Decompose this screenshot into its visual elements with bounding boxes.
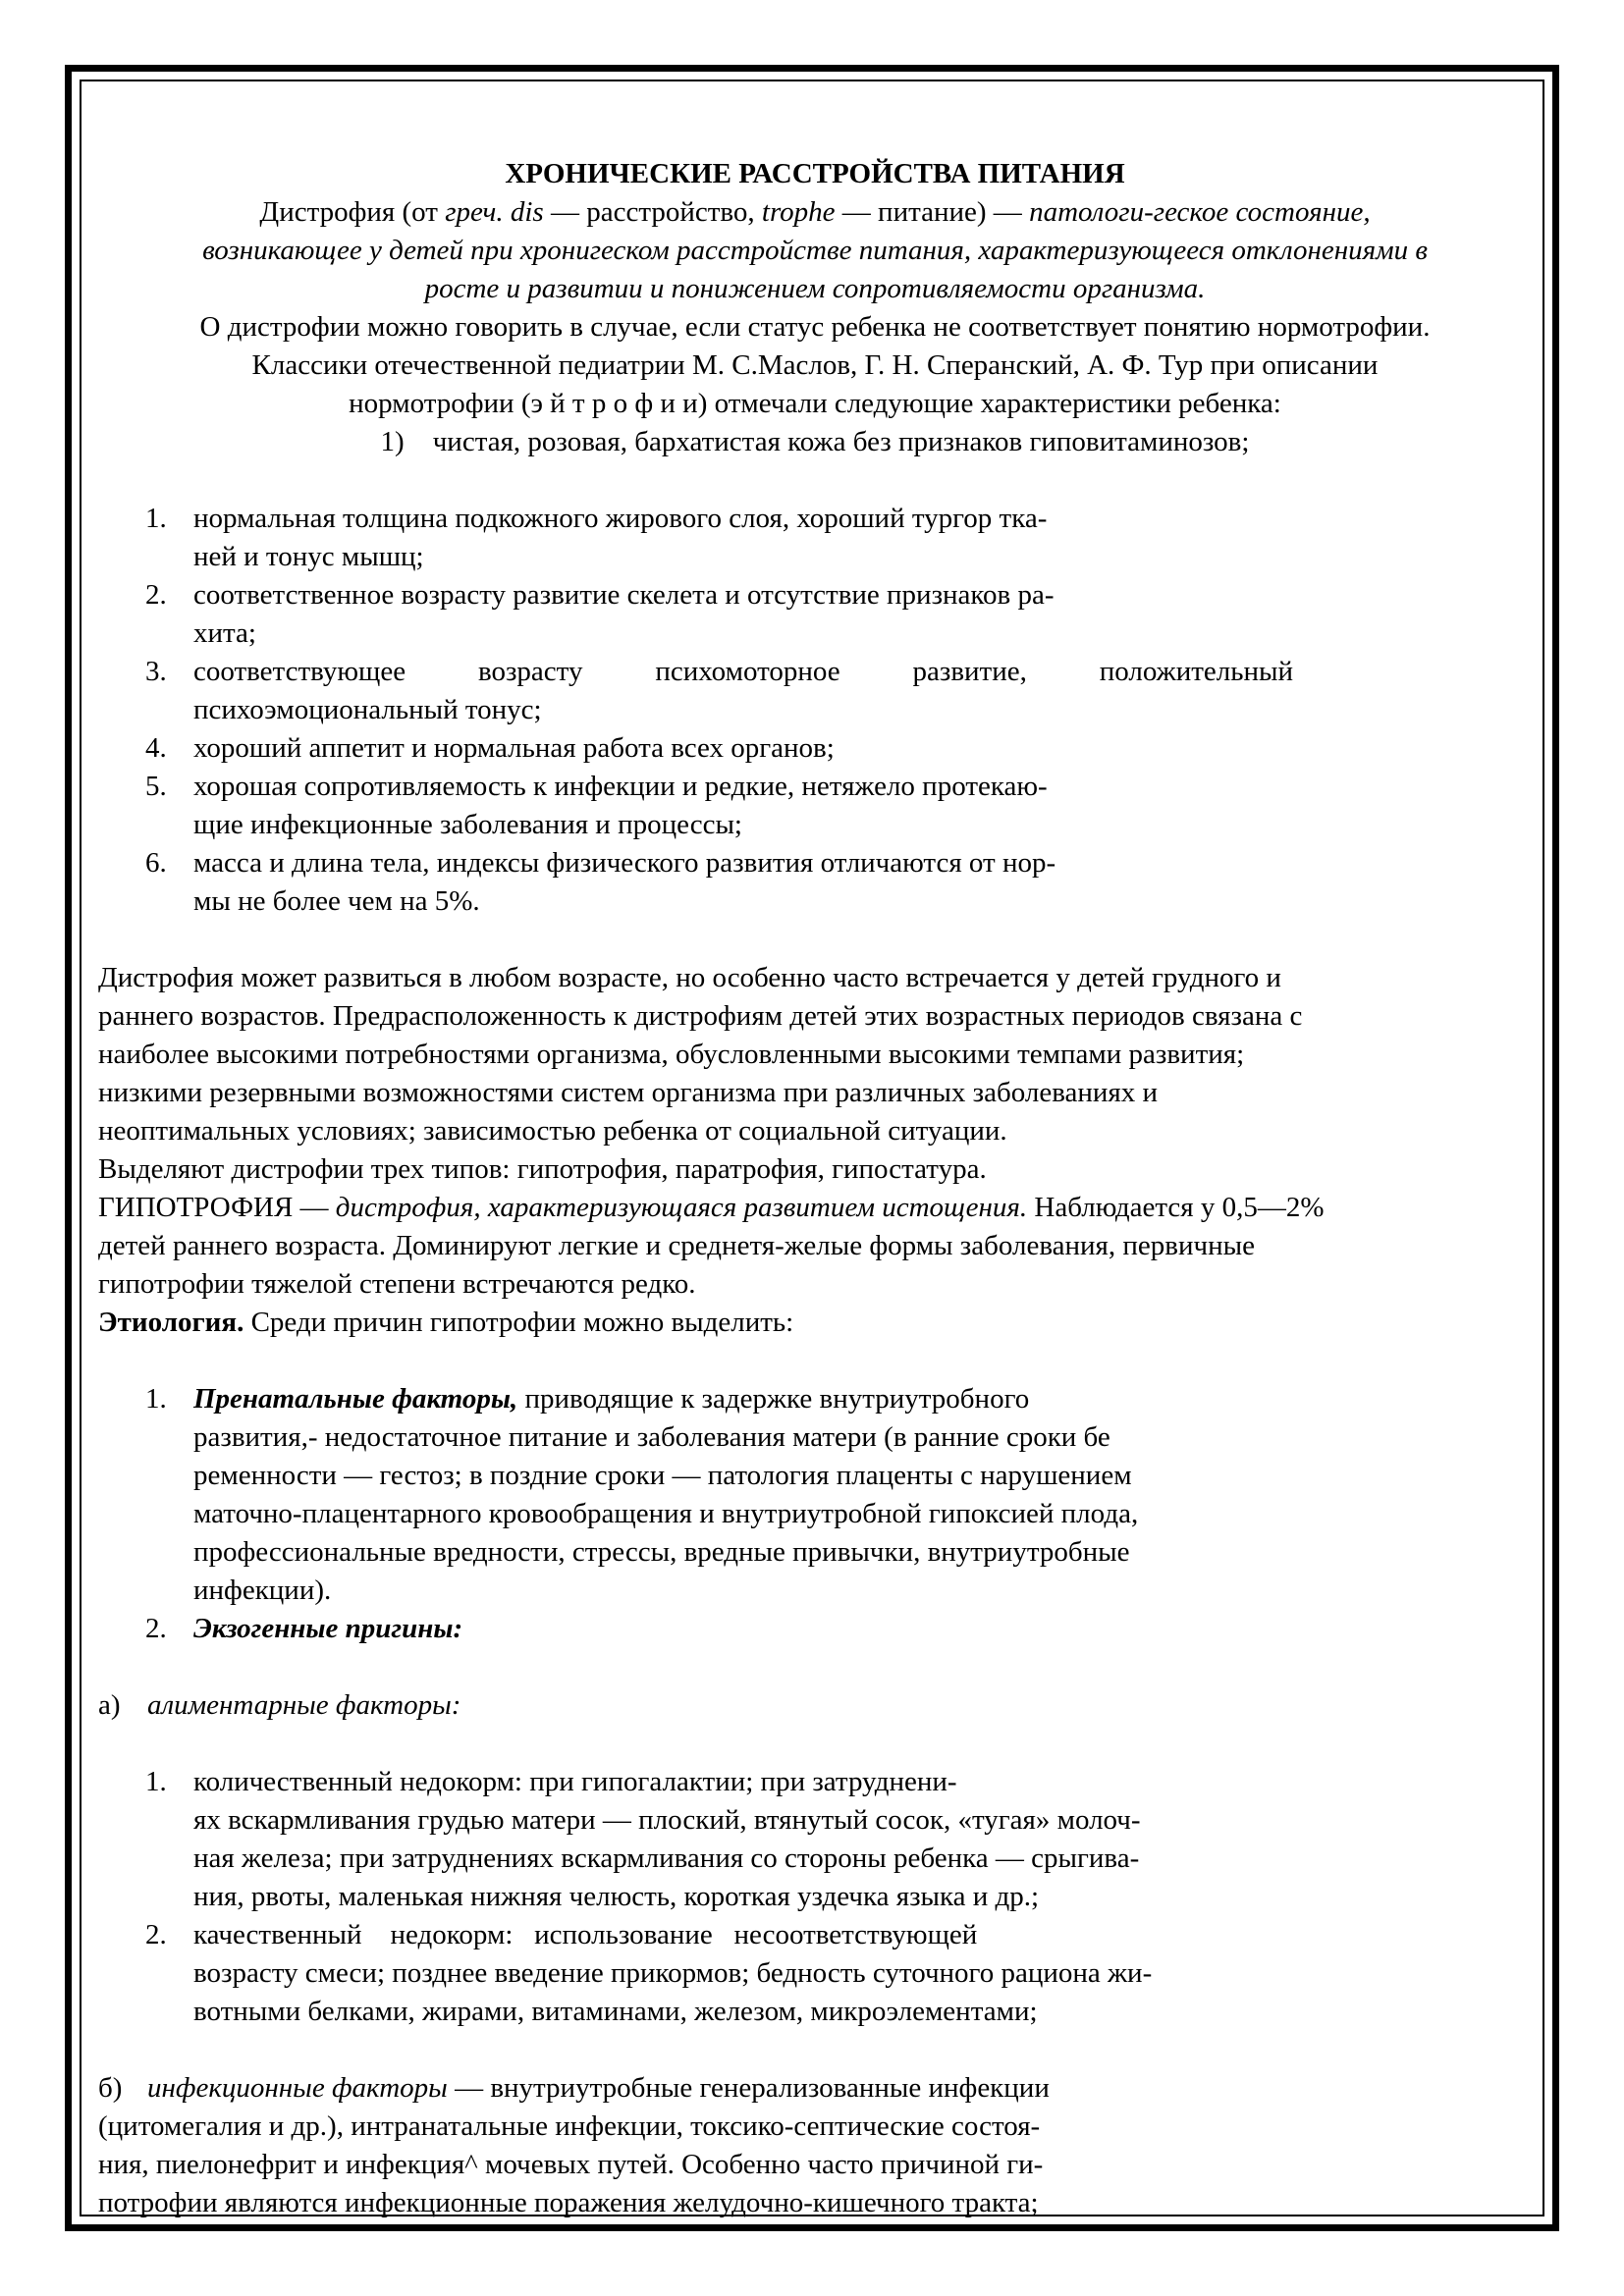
hypotrophy-line-1 [98, 1189, 1532, 1227]
list-item-line: мы не более чем на 5%. [193, 885, 480, 917]
hypotrophy-term: ГИПОТРОФИЯ — [98, 1192, 336, 1223]
exogenous-label: Экзогенные пригины: [193, 1613, 463, 1644]
hypotrophy-text: Наблюдается у 0,5—2% [1027, 1192, 1325, 1223]
list-number: 3. [145, 656, 167, 687]
list-item-line: ременности — гестоз; в поздние сроки — патология плаценты с нарушением [193, 1460, 1132, 1491]
list-item [98, 1380, 1532, 1610]
prenatal-label: Пренатальные факторы, [193, 1383, 518, 1415]
paragraph-line: наиболее высокими потребностями организма, обусловленными высокими темпами развития; [98, 1039, 1245, 1070]
paragraph-line: низкими резервными возможностями систем организма при различных заболеваниях и [98, 1077, 1159, 1108]
paragraph-line: раннего возрастов. Предрасположенность к дистрофиям детей этих возрастных периодов связана с [98, 1000, 1303, 1032]
infectious-line-1 [98, 2069, 1532, 2108]
definition-line-1 [98, 193, 1532, 232]
document-title: ХРОНИЧЕСКИЕ РАССТРОЙСТВА ПИТАНИЯ [505, 158, 1125, 189]
list-item-line: соответственное возрасту развитие скелета и отсутствие признаков ра- [193, 579, 1055, 611]
list-item [98, 1763, 1532, 1916]
list-number: 1) [380, 426, 405, 457]
definition-text: — расстройство, [543, 196, 762, 228]
hypotrophy-definition: дистрофия, характеризующаяся развитием истощения. [335, 1192, 1028, 1223]
list-item-line: психоэмоциональный тонус; [193, 694, 542, 725]
list-item [98, 576, 1293, 653]
alimentary-title: алиментарные факторы: [147, 1689, 461, 1721]
list-item [98, 768, 1293, 844]
list-item-line: ях вскармливания грудью матери — плоский, втянутый сосок, «тугая» молоч- [193, 1804, 1141, 1836]
list-item-line: хита; [193, 617, 256, 649]
list-item-text: чистая, розовая, бархатистая кожа без признаков гиповитаминозов; [432, 426, 1250, 457]
list-number: 1. [145, 1766, 167, 1797]
list-number: 1. [145, 503, 167, 534]
hypotrophy-line-3: гипотрофии тяжелой степени встречаются редко. [98, 1268, 696, 1300]
definition-line-3: росте и развитии и понижением сопротивляемости организма. [424, 273, 1206, 304]
paragraph-line: неоптимальных условиях; зависимостью ребенка от социальной ситуации. [98, 1115, 1007, 1147]
definition-line-2: возникающее у детей при хронигеском расстройстве питания, характеризующееся отклонениями в [202, 235, 1428, 266]
list-number: 5. [145, 771, 167, 802]
list-item-line: ная железа; при затруднениях вскармливания со стороны ребенка — срыгива- [193, 1842, 1140, 1874]
paragraph-line: потрофии являются инфекционные поражения желудочно-кишечного тракта; [98, 2187, 1039, 2218]
list-item-text: приводящие к задержке внутриутробного [517, 1383, 1030, 1415]
hypotrophy-line-2: детей раннего возраста. Доминируют легкие и среднетя-желые формы заболевания, первичные [98, 1230, 1255, 1261]
document-body [98, 155, 1532, 2222]
list-item-line: хороший аппетит и нормальная работа всех органов; [193, 732, 835, 764]
list-number: 6. [145, 847, 167, 879]
list-item [98, 844, 1293, 921]
list-item-line: маточно-плацентарного кровообращения и внутриутробной гипоксией плода, [193, 1498, 1139, 1529]
list-item-line [193, 1380, 1532, 1418]
list-item-line: ней и тонус мышц; [193, 541, 424, 572]
list-item-line: хорошая сопротивляемость к инфекции и редкие, нетяжело протекаю- [193, 771, 1048, 802]
etiology-text: Среди причин гипотрофии можно выделить: [244, 1307, 794, 1338]
list-number: 2. [145, 579, 167, 611]
paragraph-line: (цитомегалия и др.), интранатальные инфекции, токсико-септические состоя- [98, 2110, 1041, 2142]
paragraph-line: ния, пиелонефрит и инфекция^ мочевых путей. Особенно часто причиной ги- [98, 2149, 1044, 2180]
definition-greek: греч. dis [445, 196, 544, 228]
list-item-line: ния, рвоты, маленькая нижняя челюсть, короткая уздечка языка и др.; [193, 1881, 1040, 1912]
list-item-line: возрасту смеси; позднее введение прикормов; бедность суточного рациона жи- [193, 1957, 1153, 1989]
intro-line-1: О дистрофии можно говорить в случае, если статус ребенка не соответствует понятию нормотрофии. [199, 311, 1431, 343]
sublist-label: а) [98, 1689, 121, 1721]
list-item [98, 653, 1293, 729]
etiology-label: Этиология. [98, 1307, 244, 1338]
intro-line-2: Классики отечественной педиатрии М. С.Маслов, Г. Н. Сперанский, А. Ф. Тур при описании [251, 349, 1379, 381]
infectious-text: — внутриутробные генерализованные инфекции [447, 2072, 1050, 2104]
list-item-line: масса и длина тела, индексы физического развития отличаются от нор- [193, 847, 1056, 879]
age-paragraph [98, 959, 1532, 1150]
infectious-term: инфекционные факторы [147, 2072, 448, 2104]
list-item-line: качественный недокорм: использование несоответствующей [193, 1919, 978, 1950]
list-number: 2. [145, 1919, 167, 1950]
list-item-line: профессиональные вредности, стрессы, вредные привычки, внутриутробные [193, 1536, 1130, 1568]
paragraph-line: Дистрофия может развиться в любом возрасте, но особенно часто встречается у детей грудного и [98, 962, 1281, 993]
list-item [98, 500, 1293, 576]
definition-text: Дистрофия (от [259, 196, 446, 228]
intro-line-3: нормотрофии (э й т р о ф и и) отмечали следующие характеристики ребенка: [349, 388, 1281, 419]
alimentary-list [98, 1763, 1532, 2031]
list-item-line: вотными белками, жирами, витаминами, железом, микроэлементами; [193, 1996, 1038, 2027]
first-characteristic [98, 423, 1532, 461]
list-item [98, 729, 1293, 768]
etiology-line [98, 1304, 1532, 1342]
sublist-label: б) [98, 2072, 123, 2104]
list-item [98, 1916, 1532, 2031]
list-item-line: щие инфекционные заболевания и процессы; [193, 809, 742, 840]
definition-trophe: trophe [761, 196, 836, 228]
list-number: 2. [145, 1613, 167, 1644]
list-number: 4. [145, 732, 167, 764]
list-item-line: нормальная толщина подкожного жирового слоя, хороший тургор тка- [193, 503, 1048, 534]
definition-italic: патологи-геское состояние, [1029, 196, 1371, 228]
list-item-line: инфекции). [193, 1575, 332, 1606]
list-number: 1. [145, 1383, 167, 1415]
list-item [98, 1610, 1532, 1648]
causes-list [98, 1380, 1532, 1648]
types-line: Выделяют дистрофии трех типов: гипотрофия, паратрофия, гипостатура. [98, 1153, 987, 1185]
definition-text: — питание) — [835, 196, 1030, 228]
list-item-line: развития,- недостаточное питание и заболевания матери (в ранние сроки бе [193, 1421, 1110, 1453]
alimentary-heading [98, 1686, 1532, 1725]
characteristics-list [98, 500, 1532, 921]
list-item-line: количественный недокорм: при гипогалактии; при затруднени- [193, 1766, 957, 1797]
list-item-line: соответствующее возрасту психомоторное развитие, положительный [193, 656, 1293, 687]
